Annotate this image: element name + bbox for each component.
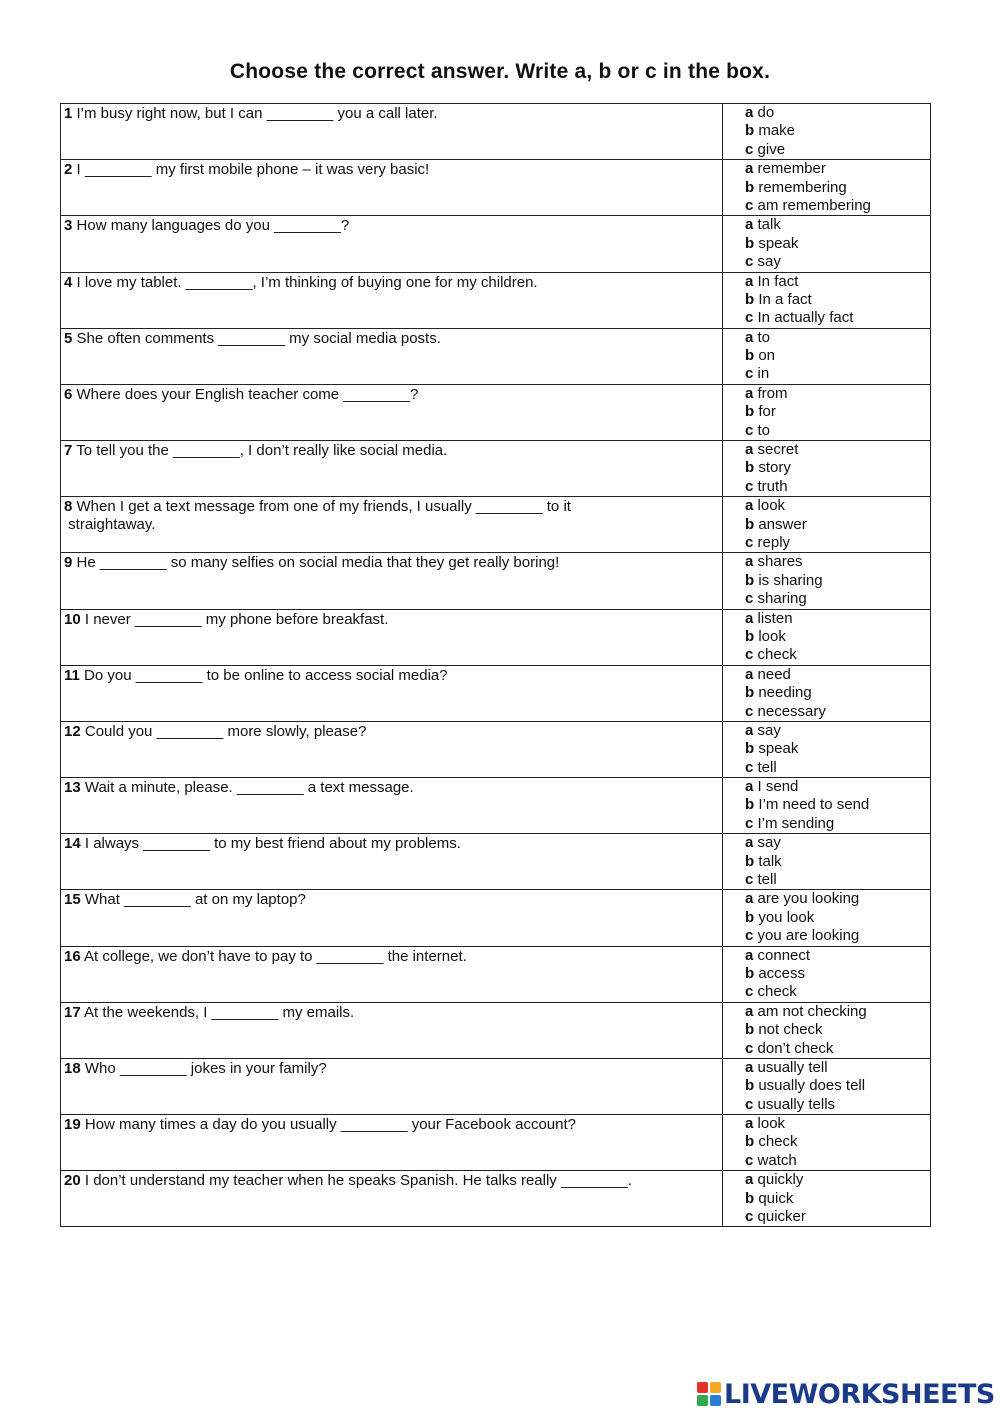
answer-option [745, 1003, 930, 1021]
option-letter: b [745, 571, 755, 589]
question-cell [61, 104, 723, 160]
answer-option [745, 235, 930, 253]
option-text: answer [758, 515, 807, 533]
option-letter: a [745, 272, 754, 290]
option-text: you are looking [757, 927, 860, 945]
answer-option [745, 853, 930, 871]
answer-option [745, 965, 930, 983]
option-text: am not checking [757, 1002, 867, 1020]
question-cell [61, 384, 723, 440]
question-text: Could you ________ more slowly, please? [84, 722, 367, 740]
option-letter: c [745, 702, 754, 720]
option-letter: c [745, 983, 754, 1001]
question-row [61, 834, 931, 890]
option-text: check [757, 983, 797, 1001]
option-letter: c [745, 309, 754, 327]
option-text: in [757, 365, 770, 383]
question-number: 6 [64, 385, 73, 403]
option-letter: b [745, 1021, 755, 1039]
answer-option [745, 666, 930, 684]
question-cell [61, 1171, 723, 1227]
question-row [61, 441, 931, 497]
option-text: tell [757, 871, 777, 889]
options-cell [723, 1058, 931, 1114]
option-letter: a [745, 553, 754, 571]
option-text: am remembering [757, 196, 871, 214]
option-text: story [758, 459, 791, 477]
option-text: give [757, 140, 786, 158]
answer-option [745, 309, 930, 327]
question-row [61, 946, 931, 1002]
answer-option [745, 590, 930, 608]
option-letter: b [745, 964, 755, 982]
question-cell [61, 721, 723, 777]
option-letter: a [745, 1002, 754, 1020]
answer-option [745, 1133, 930, 1151]
options-cell [723, 216, 931, 272]
question-cell [61, 609, 723, 665]
answer-option [745, 497, 930, 515]
answer-option [745, 1208, 930, 1226]
answer-option [745, 197, 930, 215]
options-cell [723, 104, 931, 160]
option-letter: c [745, 1208, 754, 1226]
question-text: How many languages do you ________? [76, 217, 350, 235]
question-cell [61, 665, 723, 721]
answer-option [745, 403, 930, 421]
question-text: I’m busy right now, but I can ________ you a call later. [76, 105, 438, 122]
question-number: 14 [64, 835, 81, 853]
question-text: Where does your English teacher come ________? [76, 385, 419, 403]
answer-option [745, 385, 930, 403]
question-number: 20 [64, 1172, 81, 1190]
options-cell [723, 497, 931, 553]
option-letter: b [745, 1133, 755, 1151]
question-text: How many times a day do you usually ________ your Facebook account? [84, 1116, 576, 1134]
option-text: usually does tell [758, 1077, 866, 1095]
footer-logo [697, 1378, 995, 1410]
option-text: In actually fact [757, 309, 854, 327]
question-row [61, 328, 931, 384]
option-letter: a [745, 328, 754, 346]
option-letter: b [745, 627, 755, 645]
question-cell [61, 160, 723, 216]
question-cell [61, 834, 723, 890]
question-text: To tell you the ________, I don’t really like social media. [76, 442, 448, 460]
option-text: is sharing [758, 571, 823, 589]
option-letter: b [745, 740, 755, 758]
question-row [61, 721, 931, 777]
option-letter: b [745, 684, 755, 702]
question-number: 1 [64, 105, 73, 122]
answer-option [745, 534, 930, 552]
brand-name: LIVEWORKSHEETS [724, 1378, 995, 1410]
option-text: on [758, 347, 776, 365]
question-row [61, 384, 931, 440]
question-text: At college, we don’t have to pay to ________ the internet. [84, 947, 467, 965]
answer-option [745, 422, 930, 440]
options-cell [723, 721, 931, 777]
answer-option [745, 1190, 930, 1208]
answer-option [745, 890, 930, 908]
option-text: check [757, 646, 797, 664]
option-letter: c [745, 477, 754, 495]
question-number: 15 [64, 891, 81, 909]
page-title: Choose the correct answer. Write a, b or c in the box. [229, 60, 771, 83]
question-cell [61, 946, 723, 1002]
question-number: 17 [64, 1003, 81, 1021]
answer-option [745, 815, 930, 833]
option-letter: c [745, 646, 754, 664]
question-number: 9 [64, 554, 73, 572]
option-letter: c [745, 871, 754, 889]
option-letter: a [745, 160, 754, 178]
answer-option [745, 516, 930, 534]
option-text: I send [757, 778, 799, 796]
options-cell [723, 1171, 931, 1227]
option-letter: a [745, 1115, 754, 1133]
option-letter: c [745, 758, 754, 776]
question-number: 5 [64, 329, 73, 347]
option-letter: c [745, 196, 754, 214]
options-cell [723, 328, 931, 384]
answer-option [745, 216, 930, 234]
option-text: necessary [757, 702, 826, 720]
question-cell [61, 1002, 723, 1058]
question-text: What ________ at on my laptop? [84, 891, 306, 909]
question-row [61, 160, 931, 216]
answer-option [745, 740, 930, 758]
options-cell [723, 1115, 931, 1171]
options-cell [723, 553, 931, 609]
answer-option [745, 610, 930, 628]
question-cell [61, 328, 723, 384]
question-text: Who ________ jokes in your family? [84, 1059, 327, 1077]
option-letter: c [745, 927, 754, 945]
question-text: Do you ________ to be online to access social media? [84, 666, 448, 684]
answer-option [745, 179, 930, 197]
option-text: to [757, 421, 771, 439]
option-letter: b [745, 515, 755, 533]
option-text: look [757, 1115, 786, 1133]
option-text: usually tells [757, 1095, 836, 1113]
question-text: I don’t understand my teacher when he speaks Spanish. He talks really ________. [84, 1172, 632, 1190]
answer-option [745, 628, 930, 646]
question-row [61, 1058, 931, 1114]
option-text: truth [757, 477, 788, 495]
option-letter: a [745, 890, 754, 908]
option-letter: a [745, 609, 754, 627]
option-text: say [757, 834, 781, 852]
answer-option [745, 441, 930, 459]
question-cell [61, 497, 723, 553]
option-letter: a [745, 834, 754, 852]
answer-option [745, 909, 930, 927]
option-letter: b [745, 852, 755, 870]
option-letter: c [745, 590, 754, 608]
option-text: do [757, 104, 775, 121]
option-letter: c [745, 814, 754, 832]
question-text: I never ________ my phone before breakfast. [84, 610, 389, 628]
option-text: I’m need to send [758, 796, 870, 814]
question-row [61, 497, 931, 553]
question-row [61, 609, 931, 665]
option-text: talk [758, 852, 782, 870]
question-row [61, 1171, 931, 1227]
answer-option [745, 347, 930, 365]
option-text: from [757, 384, 788, 402]
question-text: I ________ my first mobile phone – it was very basic! [76, 161, 430, 179]
option-letter: c [745, 533, 754, 551]
option-letter: b [745, 403, 755, 421]
option-letter: a [745, 665, 754, 683]
question-cell [61, 778, 723, 834]
option-text: speak [758, 234, 799, 252]
question-number: 3 [64, 217, 73, 235]
question-number: 10 [64, 610, 81, 628]
option-letter: b [745, 1077, 755, 1095]
option-text: needing [758, 684, 812, 702]
answer-option [745, 553, 930, 571]
question-row [61, 216, 931, 272]
option-letter: b [745, 1189, 755, 1207]
logo-square-1 [697, 1382, 708, 1393]
options-cell [723, 272, 931, 328]
option-text: need [757, 665, 791, 683]
question-row [61, 778, 931, 834]
question-number: 18 [64, 1059, 81, 1077]
question-cell [61, 1115, 723, 1171]
question-number: 16 [64, 947, 81, 965]
answer-option [745, 759, 930, 777]
option-text: shares [757, 553, 803, 571]
question-cell [61, 1058, 723, 1114]
answer-option [745, 253, 930, 271]
answer-option [745, 927, 930, 945]
option-letter: a [745, 721, 754, 739]
option-letter: c [745, 1095, 754, 1113]
option-text: tell [757, 758, 777, 776]
option-text: check [758, 1133, 798, 1151]
option-letter: b [745, 908, 755, 926]
option-letter: b [745, 796, 755, 814]
option-text: connect [757, 946, 811, 964]
question-cell [61, 441, 723, 497]
option-text: not check [758, 1021, 823, 1039]
option-text: talk [757, 216, 781, 234]
option-letter: c [745, 1151, 754, 1169]
option-text: for [758, 403, 776, 421]
option-text: look [757, 497, 786, 515]
question-number: 7 [64, 442, 73, 460]
option-letter: a [745, 497, 754, 515]
options-cell [723, 160, 931, 216]
answer-option [745, 459, 930, 477]
option-letter: b [745, 290, 755, 308]
answer-option [745, 1059, 930, 1077]
answer-option [745, 291, 930, 309]
options-cell [723, 834, 931, 890]
option-letter: a [745, 778, 754, 796]
question-row [61, 665, 931, 721]
option-letter: a [745, 104, 754, 121]
option-text: are you looking [757, 890, 860, 908]
option-letter: b [745, 459, 755, 477]
answer-option [745, 1096, 930, 1114]
question-number: 12 [64, 722, 81, 740]
option-text: look [758, 627, 786, 645]
logo-square-4 [710, 1395, 721, 1406]
answer-option [745, 703, 930, 721]
option-letter: a [745, 1058, 754, 1076]
option-letter: a [745, 946, 754, 964]
answer-option [745, 1077, 930, 1095]
option-text: speak [758, 740, 799, 758]
question-cell [61, 216, 723, 272]
answer-option [745, 722, 930, 740]
question-text: He ________ so many selfies on social media that they get really boring! [76, 554, 560, 572]
option-text: reply [757, 533, 791, 551]
option-letter: b [745, 234, 755, 252]
logo-square-2 [710, 1382, 721, 1393]
option-letter: c [745, 1039, 754, 1057]
answer-option [745, 947, 930, 965]
answer-option [745, 796, 930, 814]
answer-option [745, 365, 930, 383]
option-text: sharing [757, 590, 807, 608]
question-number: 2 [64, 161, 73, 179]
option-letter: c [745, 421, 754, 439]
answer-option [745, 1115, 930, 1133]
option-text: In a fact [758, 290, 812, 308]
option-text: I’m sending [757, 814, 835, 832]
option-text: to [757, 328, 771, 346]
option-text: listen [757, 609, 793, 627]
option-text: make [758, 122, 796, 140]
answer-option [745, 160, 930, 178]
logo-square-3 [697, 1395, 708, 1406]
answer-option [745, 834, 930, 852]
liveworksheets-logo-icon [697, 1382, 721, 1406]
option-letter: c [745, 253, 754, 271]
answer-option [745, 478, 930, 496]
option-letter: a [745, 384, 754, 402]
options-cell [723, 890, 931, 946]
option-text: say [757, 253, 781, 271]
answer-option [745, 329, 930, 347]
question-number: 4 [64, 273, 73, 291]
question-number: 13 [64, 779, 81, 797]
options-cell [723, 778, 931, 834]
question-row [61, 104, 931, 160]
option-letter: c [745, 140, 754, 158]
question-number: 19 [64, 1116, 81, 1134]
options-cell [723, 384, 931, 440]
options-cell [723, 665, 931, 721]
answer-option [745, 646, 930, 664]
answer-option [745, 684, 930, 702]
question-row [61, 890, 931, 946]
option-letter: a [745, 441, 754, 459]
options-cell [723, 946, 931, 1002]
question-text: I love my tablet. ________, I’m thinking of buying one for my children. [76, 273, 538, 291]
option-text: secret [757, 441, 799, 459]
answer-option [745, 273, 930, 291]
answer-option [745, 1040, 930, 1058]
option-text: quickly [757, 1171, 804, 1189]
option-letter: b [745, 347, 755, 365]
question-text: At the weekends, I ________ my emails. [84, 1003, 355, 1021]
option-text: say [757, 721, 781, 739]
answer-option [745, 1152, 930, 1170]
options-cell [723, 441, 931, 497]
option-text: watch [757, 1151, 797, 1169]
quiz-table [60, 103, 931, 1227]
option-text: quicker [757, 1208, 806, 1226]
answer-option [745, 871, 930, 889]
answer-option [745, 572, 930, 590]
question-text: I always ________ to my best friend about my problems. [84, 835, 461, 853]
answer-option [745, 104, 930, 122]
question-row [61, 1115, 931, 1171]
question-cell [61, 553, 723, 609]
answer-option [745, 1171, 930, 1189]
option-letter: b [745, 122, 755, 140]
option-text: quick [758, 1189, 794, 1207]
answer-option [745, 141, 930, 159]
option-text: access [758, 964, 806, 982]
answer-option [745, 1021, 930, 1039]
option-text: usually tell [757, 1058, 828, 1076]
option-text: don’t check [757, 1039, 834, 1057]
answer-option [745, 122, 930, 140]
option-text: remember [757, 160, 826, 178]
question-text: When I get a text message from one of my friends, I usually ________ to it straightaway. [68, 498, 571, 534]
option-letter: c [745, 365, 754, 383]
question-row [61, 272, 931, 328]
question-text: Wait a minute, please. ________ a text message. [84, 779, 414, 797]
question-number: 8 [64, 498, 73, 516]
question-text: She often comments ________ my social media posts. [76, 329, 441, 347]
question-row [61, 553, 931, 609]
question-cell [61, 272, 723, 328]
option-text: you look [758, 908, 815, 926]
question-number: 11 [64, 666, 80, 684]
answer-option [745, 983, 930, 1001]
question-cell [61, 890, 723, 946]
question-row [61, 1002, 931, 1058]
options-cell [723, 609, 931, 665]
quiz-body [61, 104, 931, 1227]
option-letter: b [745, 178, 755, 196]
option-text: In fact [757, 272, 799, 290]
options-cell [723, 1002, 931, 1058]
option-letter: a [745, 216, 754, 234]
answer-option [745, 778, 930, 796]
option-letter: a [745, 1171, 754, 1189]
option-text: remembering [758, 178, 847, 196]
